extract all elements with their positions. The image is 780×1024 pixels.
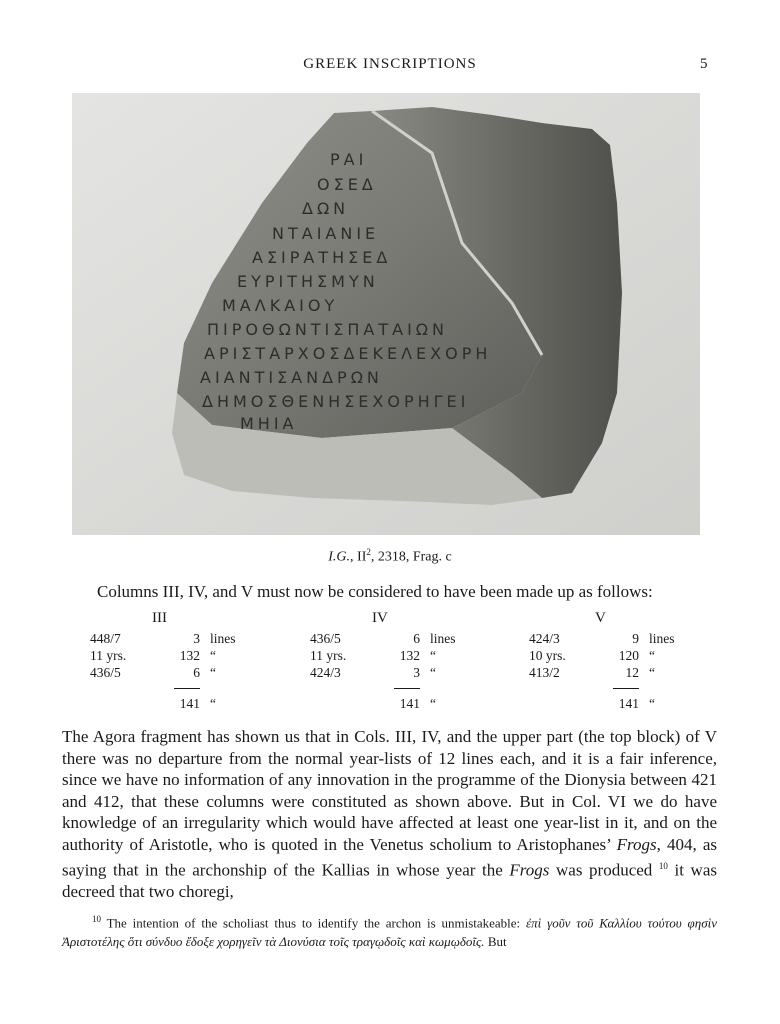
column-heading: III <box>152 610 167 626</box>
table-row <box>529 631 709 647</box>
year-cell: 10 yrs. <box>529 648 566 663</box>
inscription-photo <box>72 93 700 535</box>
inscription-line: ΡΑΙ <box>330 150 368 169</box>
count-cell: 12 <box>625 665 639 680</box>
table-row <box>310 648 490 664</box>
year-cell: 436/5 <box>90 665 121 680</box>
caption-source: I.G. <box>328 549 351 565</box>
caption-edition: 2 <box>366 547 371 557</box>
unit-cell: “ <box>430 696 436 711</box>
running-head <box>0 56 780 76</box>
total-cell: 141 <box>179 696 200 711</box>
table-row <box>310 631 490 647</box>
unit-cell: “ <box>430 665 436 680</box>
inscription-line: ΔΩΝ <box>302 199 350 218</box>
page-number: 5 <box>700 56 708 72</box>
count-cell: 132 <box>399 648 420 663</box>
footnote-text: The intention of the scholiast thus to identify the archon is unmistakeable: <box>106 915 526 931</box>
year-cell: 424/3 <box>529 631 560 646</box>
column-heading: IV <box>372 610 388 626</box>
unit-cell: “ <box>210 648 216 663</box>
count-cell: 3 <box>193 631 200 646</box>
inscription-line: ΑΣΙΡΑΤΗΣΕΔ <box>252 248 392 267</box>
year-cell: 436/5 <box>310 631 341 646</box>
unit-cell: “ <box>210 696 216 711</box>
table-row <box>529 665 709 681</box>
body-text-segment: The Agora fragment has shown us that in Cols. III, IV, and the upper part (the top block) of V there was no departure from the normal year-lists of 12 lines each, and it is a fair inference, since we have no information of any innovation in the programme of the Dionysia between 421 and 412, that these columns were constituted as shown above. But in Col. VI we do have knowledge of an irregularity which would have affected at least one year-list in it, and on the authority of Aristotle, who is quoted in the Venetus scholium to Aristophanes’ <box>62 727 717 854</box>
table-row <box>90 665 270 681</box>
count-cell: 3 <box>413 665 420 680</box>
unit-cell: “ <box>649 696 655 711</box>
unit-cell: “ <box>430 648 436 663</box>
footnote-greek-quote: ἐπὶ γοῦν τοῦ Καλλίου τούτου φησὶν Ἀριστοτέλης ὅτι σύνδυο ἔδοξε χορηγεῖν τὰ Διονύσια τοῖς τραγῳδοῖς καὶ κωμῳδοῖς. <box>62 915 717 950</box>
year-cell: 448/7 <box>90 631 121 646</box>
year-cell: 413/2 <box>529 665 560 680</box>
sum-rule <box>174 688 200 689</box>
caption-reference: , 2318, Frag. c <box>370 549 452 565</box>
running-title: GREEK INSCRIPTIONS <box>303 56 477 72</box>
unit-cell: lines <box>649 631 675 646</box>
inscription-line: ΜΑΛΚΑΙΟΥ <box>222 296 339 315</box>
table-row <box>310 665 490 681</box>
body-paragraph <box>62 726 717 902</box>
unit-cell: “ <box>649 665 655 680</box>
count-cell: 6 <box>413 631 420 646</box>
body-text-segment: it was decreed that two choregi, <box>62 860 717 901</box>
unit-cell: lines <box>430 631 456 646</box>
count-cell: 120 <box>618 648 639 663</box>
inscription-line: ΠΙΡΟΘΩΝΤΙΣΠΑΤΑΙΩΝ <box>207 320 448 339</box>
footnote-trailing: But <box>484 934 507 950</box>
column-heading: V <box>595 610 606 626</box>
sum-rule <box>613 688 639 689</box>
footnote-reference[interactable]: 10 <box>658 860 668 871</box>
unit-cell: lines <box>210 631 236 646</box>
footnote <box>62 910 717 951</box>
stone-fragment-image <box>72 93 700 535</box>
inscription-line: ΝΤΑΙΑΝΙΕ <box>272 224 380 243</box>
year-cell: 11 yrs. <box>310 648 347 663</box>
sum-rule <box>394 688 420 689</box>
count-cell: 132 <box>179 648 200 663</box>
count-cell: 6 <box>193 665 200 680</box>
inscription-line: ΔΗΜΟΣΘΕΝΗΣΕΧΟΡΗΓΕΙ <box>202 392 470 411</box>
inscription-line: ΟΣΕΔ <box>317 175 377 194</box>
year-cell: 11 yrs. <box>90 648 127 663</box>
total-cell: 141 <box>618 696 639 711</box>
table-row <box>90 631 270 647</box>
total-row <box>310 696 490 712</box>
caption-volume: , II <box>350 549 367 565</box>
unit-cell: “ <box>649 648 655 663</box>
inscription-line: ΑΡΙΣΤΑΡΧΟΣΔΕΚΕΛΕΧΟΡΗ <box>204 344 492 363</box>
footnote-number: 10 <box>92 914 101 924</box>
inscription-line: ΜΗΙΑ <box>240 414 298 433</box>
inscription-line: ΑΙΑΝΤΙΣΑΝΔΡΩΝ <box>200 368 383 387</box>
unit-cell: “ <box>210 665 216 680</box>
intro-sentence: Columns III, IV, and V must now be considered to have been made up as follows: <box>97 582 653 601</box>
inscription-line: ΕΥΡΙΤΗΣΜΥΝ <box>237 272 379 291</box>
table-row <box>529 648 709 664</box>
figure-caption <box>0 547 780 566</box>
total-cell: 141 <box>399 696 420 711</box>
body-text-segment: was produced <box>549 860 653 880</box>
title-frogs: Frogs <box>509 860 550 880</box>
body-text-segment: , 404, as saying that in the archonship of the Kallias in whose year the <box>62 834 717 880</box>
count-cell: 9 <box>632 631 639 646</box>
total-row <box>529 696 709 712</box>
total-row <box>90 696 270 712</box>
year-cell: 424/3 <box>310 665 341 680</box>
table-row <box>90 648 270 664</box>
title-frogs: Frogs <box>616 834 657 854</box>
